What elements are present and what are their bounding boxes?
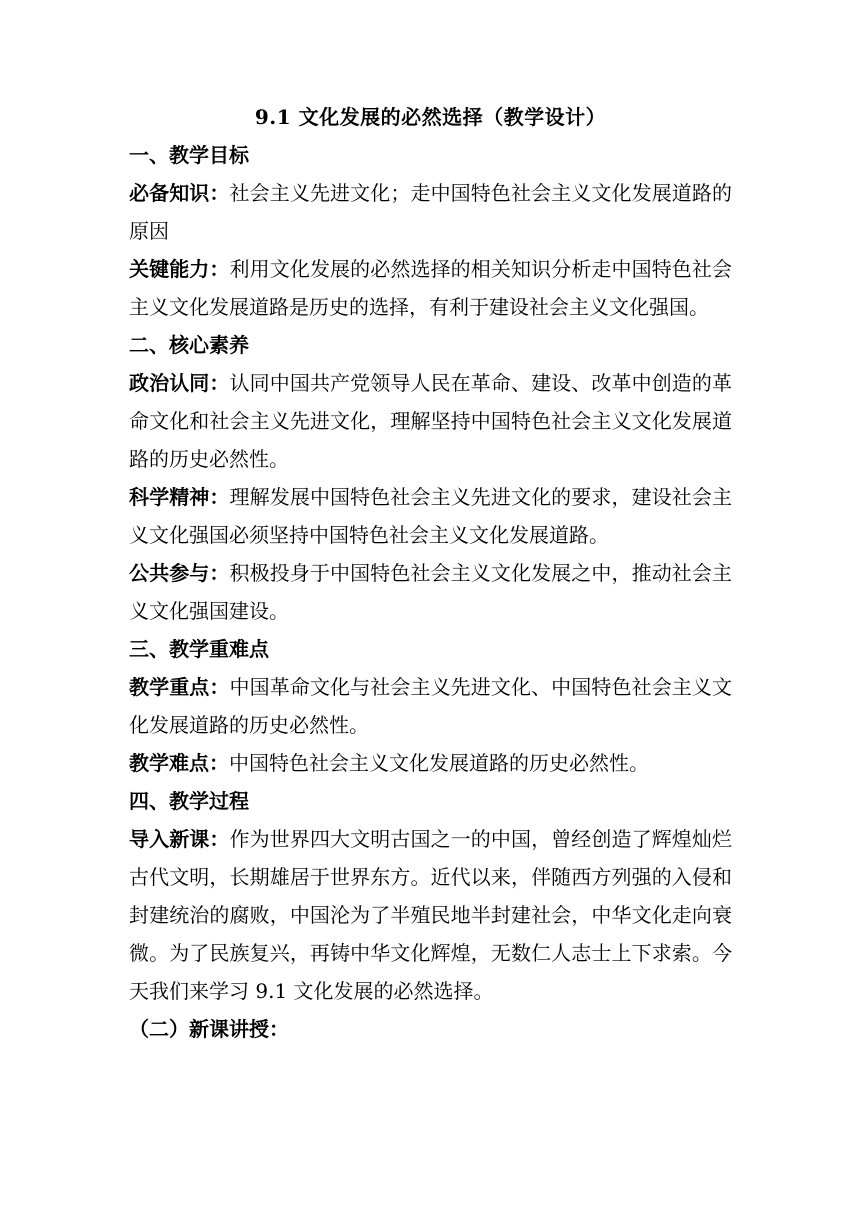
section-heading-objectives: 一、教学目标 <box>129 143 249 167</box>
document-content <box>129 98 732 1048</box>
paragraph-scientific-spirit <box>129 478 732 554</box>
section-heading-core-literacy: 二、核心素养 <box>129 333 249 357</box>
paragraph-label: 关键能力： <box>129 257 230 281</box>
paragraph-text: 中国革命文化与社会主义先进文化、中国特色社会主义文化发展道路的历史必然性。 <box>129 675 733 737</box>
paragraph-label: 教学重点： <box>129 675 230 699</box>
paragraph-label: 必备知识： <box>129 181 230 205</box>
paragraph-teaching-focus <box>129 668 732 744</box>
document-title: 9.1 文化发展的必然选择（教学设计） <box>254 105 607 129</box>
paragraph-lesson-intro <box>129 820 732 1010</box>
paragraph-public-participation <box>129 554 732 630</box>
paragraph-teaching-difficulty <box>129 744 732 782</box>
paragraph-text: 中国特色社会主义文化发展道路的历史必然性。 <box>229 751 649 775</box>
paragraph-text: 理解发展中国特色社会主义先进文化的要求，建设社会主义文化强国必须坚持中国特色社会主义文化发展道路。 <box>129 485 733 547</box>
paragraph-text: 认同中国共产党领导人民在革命、建设、改革中创造的革命文化和社会主义先进文化，理解坚持中国特色社会主义文化发展道路的历史必然性。 <box>129 371 733 471</box>
subheading-new-lesson: （二）新课讲授： <box>129 1017 289 1041</box>
section-heading-key-points: 三、教学重难点 <box>129 637 269 661</box>
paragraph-political-identity <box>129 364 732 478</box>
paragraph-text: 社会主义先进文化；走中国特色社会主义文化发展道路的原因 <box>129 181 733 243</box>
paragraph-text: 利用文化发展的必然选择的相关知识分析走中国特色社会主义文化发展道路是历史的选择，有利于建设社会主义文化强国。 <box>129 257 733 319</box>
paragraph-label: 科学精神： <box>129 485 230 509</box>
paragraph-label: 导入新课： <box>129 827 230 851</box>
paragraph-key-ability <box>129 250 732 326</box>
paragraph-text: 作为世界四大文明古国之一的中国，曾经创造了辉煌灿烂古代文明，长期雄居于世界东方。近代以来，伴随西方列强的入侵和封建统治的腐败，中国沦为了半殖民地半封建社会，中华文化走向衰微。为了民族复兴，再铸中华文化辉煌，无数仁人志士上下求索。今天我们来学习 9.1 文化发展的必然选择。 <box>129 827 733 1003</box>
paragraph-text: 积极投身于中国特色社会主义文化发展之中，推动社会主义文化强国建设。 <box>129 561 733 623</box>
paragraph-label: 教学难点： <box>129 751 229 775</box>
paragraph-label: 公共参与： <box>129 561 230 585</box>
section-heading-teaching-process: 四、教学过程 <box>129 789 249 813</box>
paragraph-required-knowledge <box>129 174 732 250</box>
paragraph-label: 政治认同： <box>129 371 230 395</box>
